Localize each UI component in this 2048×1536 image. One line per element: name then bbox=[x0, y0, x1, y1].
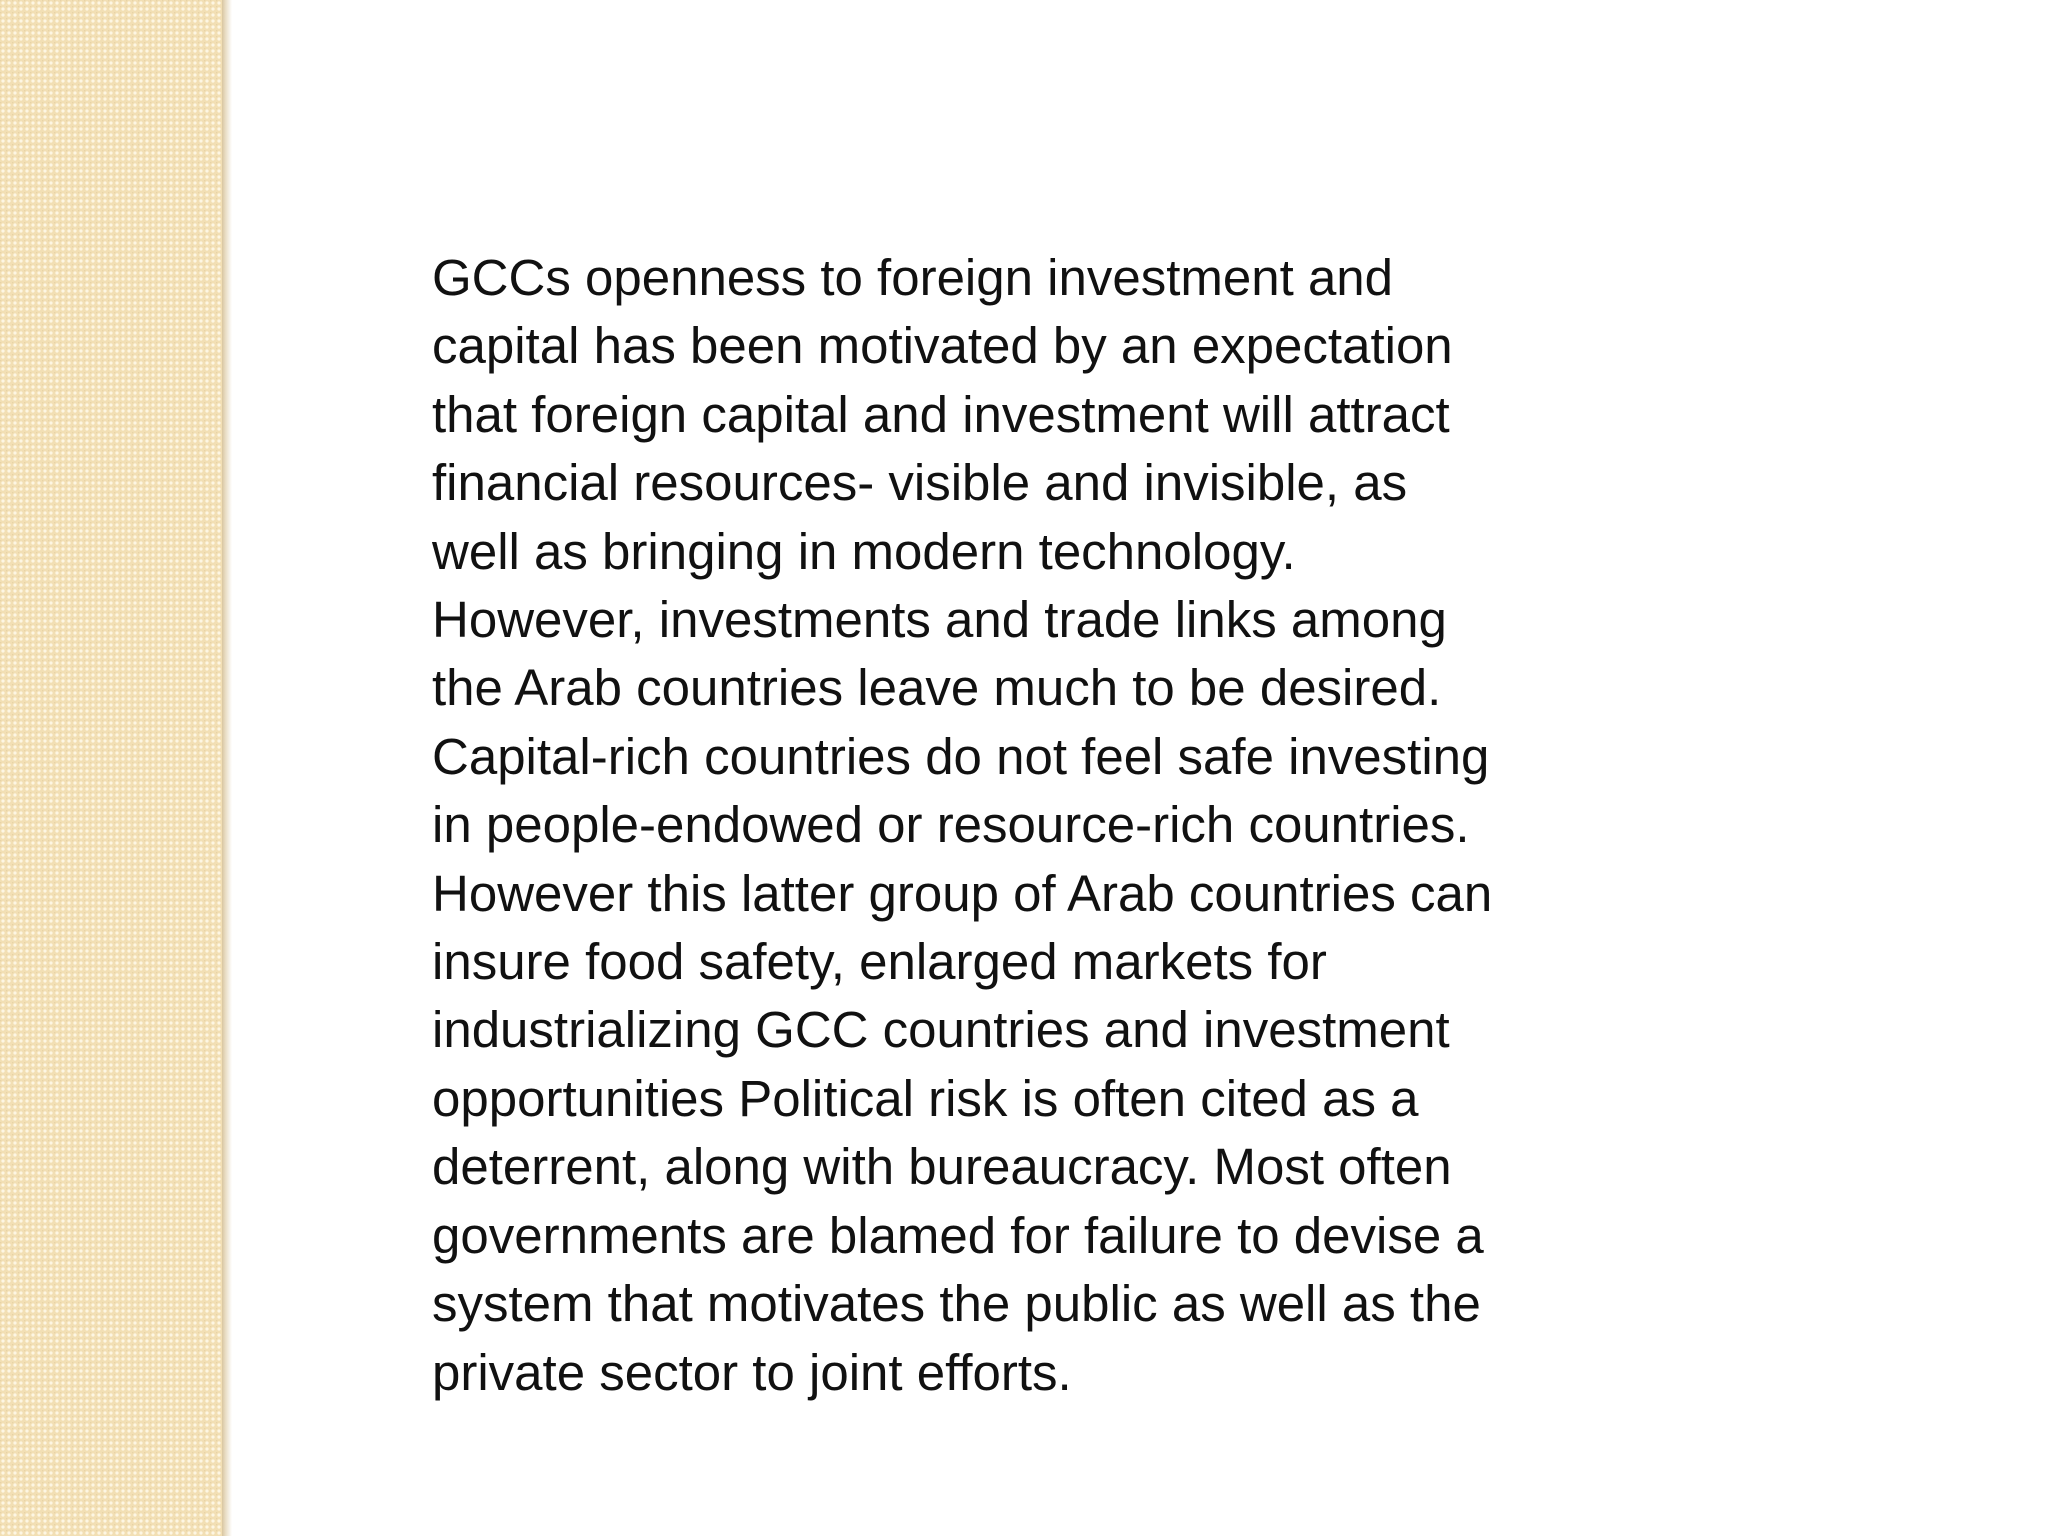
slide-body-text: GCCs openness to foreign investment and capital has been motivated by an expectation that foreign capital and investment will attract financial resources- visible and invisible, as well as bringing in modern technology. However, investments and trade links among the Arab countries leave much to be desired. Capital-rich countries do not feel safe investing in people-endowed or resource-rich countries. However this latter group of Arab countries can insure food safety, enlarged markets for industrializing GCC countries and investment opportunities Political risk is often cited as a deterrent, along with bureaucracy. Most often governments are blamed for failure to devise a system that motivates the public as well as the private sector to joint efforts. bbox=[432, 249, 1493, 1401]
side-band-shadow bbox=[222, 0, 232, 1536]
decorative-side-band bbox=[0, 0, 222, 1536]
